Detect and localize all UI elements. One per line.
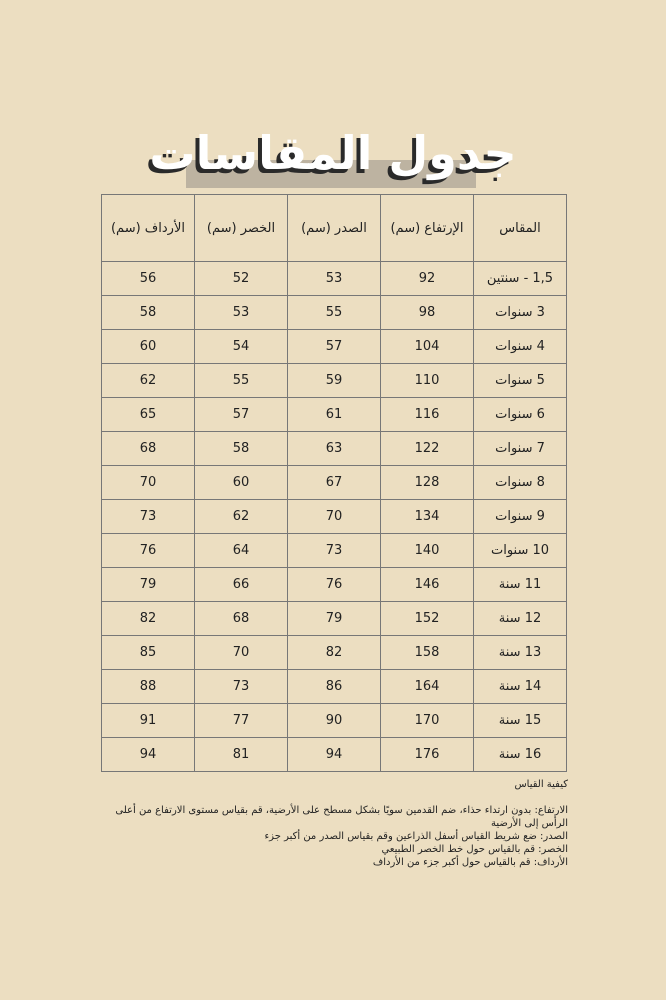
title-block [0, 118, 666, 188]
table-body [102, 262, 567, 772]
cell-height: 158 [381, 636, 474, 670]
table-row [102, 738, 567, 772]
cell-hips: 65 [102, 398, 195, 432]
cell-waist: 64 [195, 534, 288, 568]
cell-height: 128 [381, 466, 474, 500]
cell-size: 3 سنوات [474, 296, 567, 330]
cell-waist: 73 [195, 670, 288, 704]
table-row [102, 466, 567, 500]
table-row [102, 296, 567, 330]
cell-size: 8 سنوات [474, 466, 567, 500]
cell-hips: 79 [102, 568, 195, 602]
cell-waist: 70 [195, 636, 288, 670]
cell-chest: 70 [288, 500, 381, 534]
note-chest: الصدر: ضع شريط القياس أسفل الذراعين وقم بقياس الصدر من أكبر جزء [264, 831, 568, 842]
cell-hips: 88 [102, 670, 195, 704]
cell-size: 4 سنوات [474, 330, 567, 364]
cell-waist: 62 [195, 500, 288, 534]
header-hips: الأرداف (سم) [102, 195, 195, 262]
cell-chest: 86 [288, 670, 381, 704]
cell-hips: 68 [102, 432, 195, 466]
table-row [102, 602, 567, 636]
cell-height: 92 [381, 262, 474, 296]
cell-chest: 57 [288, 330, 381, 364]
cell-waist: 81 [195, 738, 288, 772]
notes-heading: كيفية القياس [514, 779, 568, 790]
cell-waist: 54 [195, 330, 288, 364]
cell-size: 16 سنة [474, 738, 567, 772]
table-row [102, 432, 567, 466]
cell-hips: 85 [102, 636, 195, 670]
page-title: جدول المقاسات [149, 126, 517, 180]
table-row [102, 568, 567, 602]
cell-waist: 68 [195, 602, 288, 636]
cell-size: 13 سنة [474, 636, 567, 670]
header-waist: الخصر (سم) [195, 195, 288, 262]
cell-hips: 60 [102, 330, 195, 364]
cell-size: 11 سنة [474, 568, 567, 602]
cell-height: 122 [381, 432, 474, 466]
cell-hips: 82 [102, 602, 195, 636]
cell-chest: 55 [288, 296, 381, 330]
table-row [102, 364, 567, 398]
cell-size: 9 سنوات [474, 500, 567, 534]
cell-height: 152 [381, 602, 474, 636]
cell-height: 116 [381, 398, 474, 432]
cell-waist: 55 [195, 364, 288, 398]
cell-hips: 62 [102, 364, 195, 398]
cell-size: 7 سنوات [474, 432, 567, 466]
cell-chest: 59 [288, 364, 381, 398]
cell-hips: 76 [102, 534, 195, 568]
cell-waist: 57 [195, 398, 288, 432]
note-height: الارتفاع: بدون ارتداء حذاء، ضم القدمين سويًا بشكل مسطح على الأرضية، قم بقياس مستوى الارتفاع من أعلى الرأس إلى الأرضية [115, 805, 568, 829]
table-row [102, 704, 567, 738]
cell-hips: 70 [102, 466, 195, 500]
cell-waist: 53 [195, 296, 288, 330]
cell-height: 98 [381, 296, 474, 330]
cell-chest: 79 [288, 602, 381, 636]
cell-height: 170 [381, 704, 474, 738]
cell-height: 164 [381, 670, 474, 704]
cell-height: 146 [381, 568, 474, 602]
cell-height: 140 [381, 534, 474, 568]
table-row [102, 636, 567, 670]
cell-waist: 60 [195, 466, 288, 500]
cell-chest: 94 [288, 738, 381, 772]
cell-waist: 58 [195, 432, 288, 466]
cell-size: 15 سنة [474, 704, 567, 738]
cell-hips: 56 [102, 262, 195, 296]
header-chest: الصدر (سم) [288, 195, 381, 262]
cell-chest: 90 [288, 704, 381, 738]
measurement-notes [100, 778, 568, 869]
cell-waist: 66 [195, 568, 288, 602]
table-row [102, 670, 567, 704]
cell-size: 6 سنوات [474, 398, 567, 432]
cell-chest: 76 [288, 568, 381, 602]
table-header-row [102, 195, 567, 262]
cell-waist: 77 [195, 704, 288, 738]
cell-size: 10 سنوات [474, 534, 567, 568]
cell-size: 1,5 - سنتين [474, 262, 567, 296]
cell-size: 14 سنة [474, 670, 567, 704]
cell-height: 104 [381, 330, 474, 364]
cell-height: 110 [381, 364, 474, 398]
cell-chest: 73 [288, 534, 381, 568]
cell-chest: 61 [288, 398, 381, 432]
header-size: المقاس [474, 195, 567, 262]
size-chart-table [101, 194, 567, 772]
note-waist: الخصر: قم بالقياس حول خط الخصر الطبيعي [381, 844, 568, 855]
cell-height: 134 [381, 500, 474, 534]
cell-waist: 52 [195, 262, 288, 296]
cell-hips: 58 [102, 296, 195, 330]
cell-chest: 82 [288, 636, 381, 670]
table-row [102, 262, 567, 296]
cell-height: 176 [381, 738, 474, 772]
table-row [102, 398, 567, 432]
cell-hips: 73 [102, 500, 195, 534]
cell-size: 12 سنة [474, 602, 567, 636]
cell-hips: 91 [102, 704, 195, 738]
header-height: الإرتفاع (سم) [381, 195, 474, 262]
cell-chest: 63 [288, 432, 381, 466]
cell-size: 5 سنوات [474, 364, 567, 398]
cell-hips: 94 [102, 738, 195, 772]
cell-chest: 67 [288, 466, 381, 500]
table-row [102, 500, 567, 534]
cell-chest: 53 [288, 262, 381, 296]
table-row [102, 534, 567, 568]
note-hips: الأرداف: قم بالقياس حول أكبر جزء من الأرداف [372, 857, 568, 868]
table-row [102, 330, 567, 364]
